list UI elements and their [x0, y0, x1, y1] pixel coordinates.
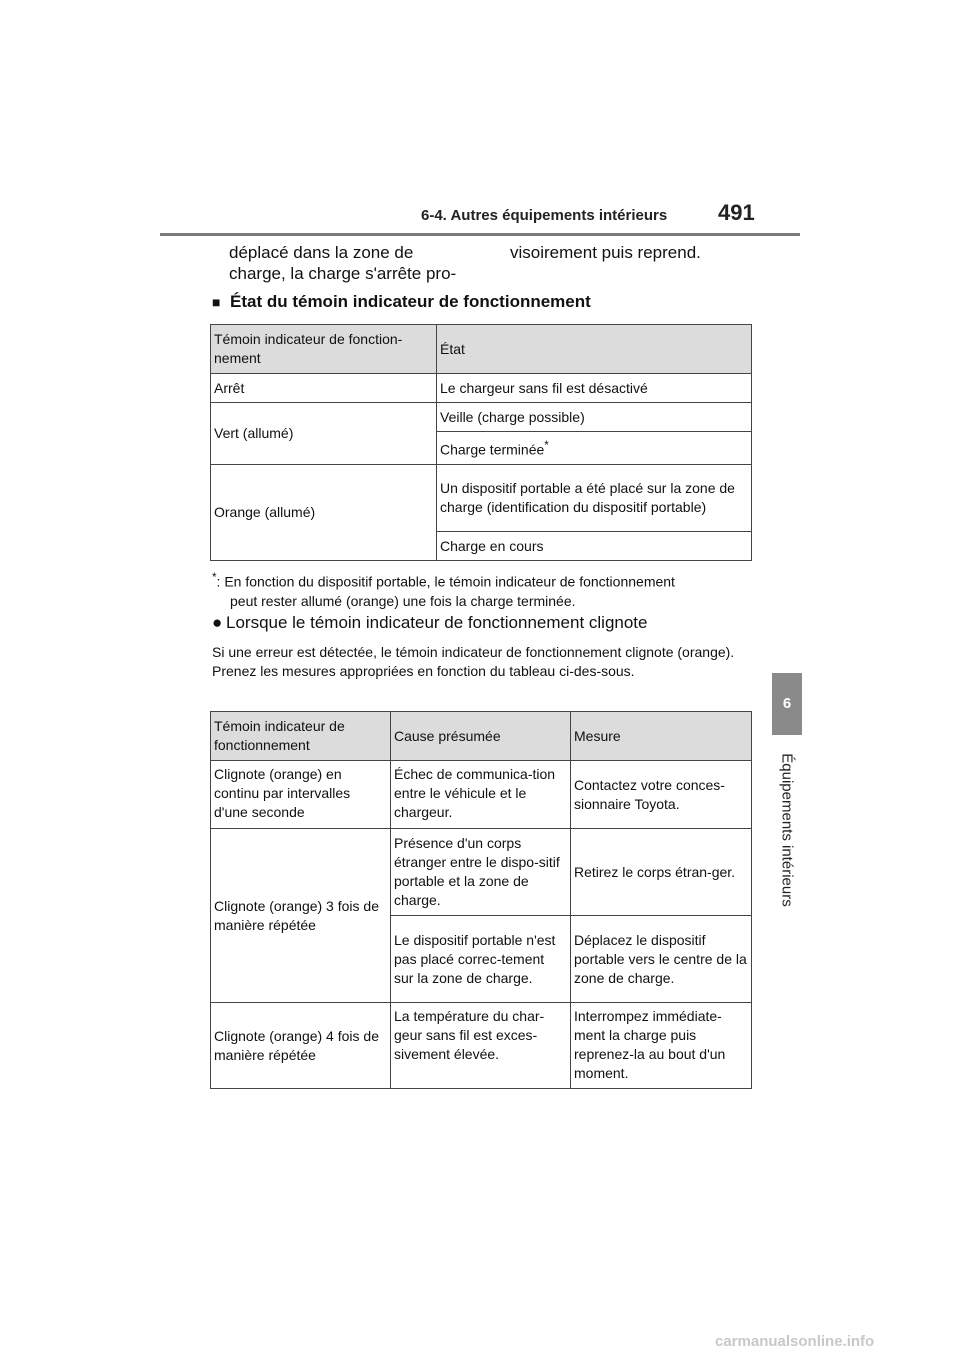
table-row	[211, 761, 752, 829]
section-heading	[212, 292, 591, 312]
measure-cell: Déplacez le dispositif portable vers le centre de la zone de charge.	[571, 916, 752, 1003]
footnote-marker: *	[212, 571, 217, 584]
table-row	[211, 465, 752, 532]
table-header	[211, 325, 437, 374]
measure-cell: Retirez le corps étran-ger.	[571, 829, 752, 916]
table-header-row	[211, 325, 752, 374]
description-paragraph: Si une erreur est détectée, le témoin indicateur de fonctionnement clignote (orange). Prenez les mesures appropriées en fonction du tableau ci-des-sous.	[212, 644, 735, 679]
continuation-line: déplacé dans la zone de	[229, 243, 414, 262]
status-table	[210, 324, 752, 561]
table-header-row	[211, 712, 752, 761]
continuation-left	[229, 242, 456, 284]
continuation-line: visoirement puis reprend.	[510, 243, 701, 262]
state-cell	[437, 432, 752, 465]
table-header: Mesure	[571, 712, 752, 761]
state-cell: Charge en cours	[437, 532, 752, 561]
header-rule	[160, 233, 800, 236]
indicator-cell: Clignote (orange) en continu par intervalles d'une seconde	[211, 761, 391, 829]
state-cell: Veille (charge possible)	[437, 403, 752, 432]
table-row	[211, 374, 752, 403]
measure-cell: Contactez votre conces-sionnaire Toyota.	[571, 761, 752, 829]
indicator-cell: Clignote (orange) 4 fois de manière répétée	[211, 1003, 391, 1089]
table-row	[211, 1003, 752, 1089]
chapter-number: 6	[782, 695, 792, 712]
error-table	[210, 711, 752, 1089]
state-text: Charge terminée	[440, 441, 545, 458]
cause-cell: Échec de communica-tion entre le véhicule et le chargeur.	[391, 761, 571, 829]
square-bullet-icon: ■	[212, 294, 221, 310]
state-cell: Un dispositif portable a été placé sur la zone de charge (identification du dispositif portable)	[437, 465, 752, 532]
table-header: Cause présumée	[391, 712, 571, 761]
watermark: carmanualsonline.info	[715, 1333, 875, 1350]
bullet-dot-icon: ●	[212, 613, 223, 632]
cause-cell: Le dispositif portable n'est pas placé correc-tement sur la zone de charge.	[391, 916, 571, 1003]
footnote-text: : En fonction du dispositif portable, le témoin indicateur de fonctionnement	[216, 573, 675, 590]
section-heading-text: État du témoin indicateur de fonctionnement	[230, 292, 591, 311]
footnote-text: peut rester allumé (orange) une fois la charge terminée.	[230, 592, 576, 609]
footnote-ref: *	[544, 439, 549, 453]
section-title: 6-4. Autres équipements intérieurs	[421, 207, 668, 224]
table-row	[211, 829, 752, 916]
table-row	[211, 403, 752, 432]
chapter-title: Équipements intérieurs	[778, 753, 796, 907]
table-header: État	[437, 325, 752, 374]
table-header: Témoin indicateur de fonctionnement	[211, 712, 391, 761]
page-number: 491	[718, 200, 755, 225]
cause-cell: La température du char-geur sans fil est exces-sivement élevée.	[391, 1003, 571, 1089]
header-line: Témoin indicateur de fonction-	[214, 331, 403, 347]
indicator-cell: Arrêt	[211, 374, 437, 403]
continuation-right	[510, 242, 701, 263]
indicator-cell: Vert (allumé)	[211, 403, 437, 465]
continuation-line: charge, la charge s'arrête pro-	[229, 264, 457, 283]
indicator-cell: Orange (allumé)	[211, 465, 437, 561]
footnote	[212, 568, 757, 611]
header-line: nement	[214, 350, 261, 366]
bullet-heading-text: Lorsque le témoin indicateur de fonctionnement clignote	[226, 613, 648, 632]
measure-cell: Interrompez immédiate-ment la charge puis reprenez-la au bout d'un moment.	[571, 1003, 752, 1089]
indicator-cell: Clignote (orange) 3 fois de manière répétée	[211, 829, 391, 1003]
state-cell: Le chargeur sans fil est désactivé	[437, 374, 752, 403]
bullet-heading	[212, 613, 648, 633]
cause-cell: Présence d'un corps étranger entre le dispo-sitif portable et la zone de charge.	[391, 829, 571, 916]
